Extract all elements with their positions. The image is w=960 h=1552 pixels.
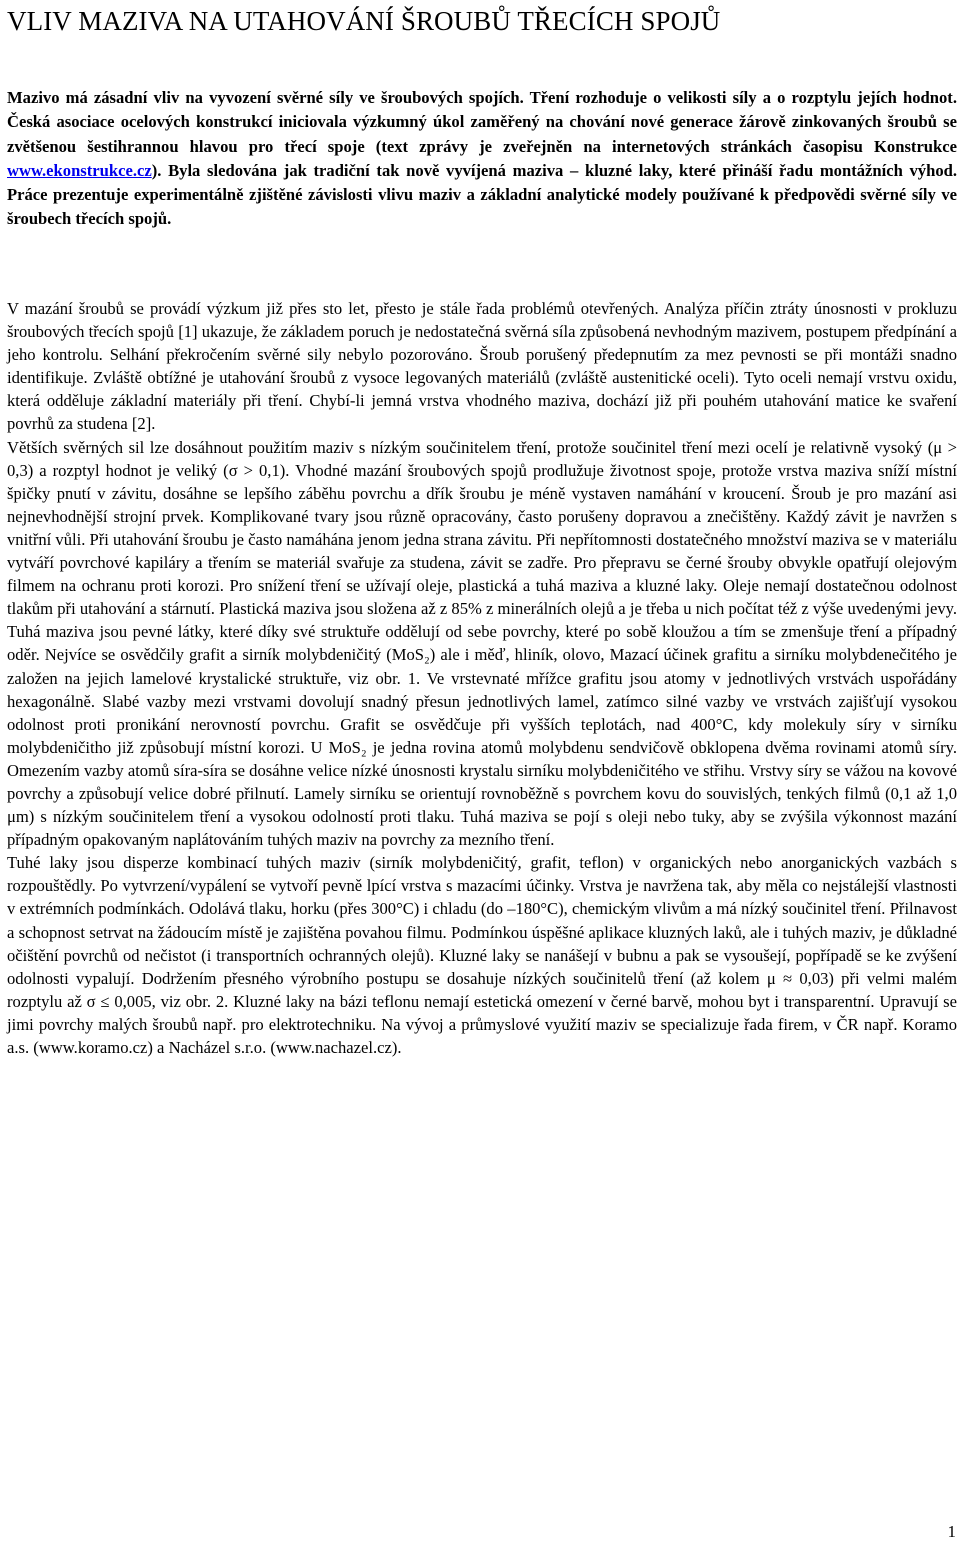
document-title: VLIV MAZIVA NA UTAHOVÁNÍ ŠROUBŮ TŘECÍCH SPOJŮ (7, 6, 721, 36)
paragraph-2: Větších svěrných sil lze dosáhnout použitím maziv s nízkým součinitelem tření, protože součinitel tření mezi ocelí je relativně vysoký (μ > 0,3) a rozptyl hodnot je veliký (σ > 0,1). Vhodné mazání šroubových spojů prodlužuje životnost spoje, protože vrstva maziva sníží místní špičky pnutí v závitu, dosáhne se lepšího záběhu povrchu a dřík šroubu je méně vystaven namáhání v kroucení. Šroub je pro mazání asi nejnevhodnější strojní prvek. Komplikované tvary jsou různě opracovány, často porušeny dopravou a znečištěny. Každý závit je navržen s vnitřní vůli. Při utahování šroubu je často namáhána jenom jedna strana závitu. Při nepřítomnosti dostatečného množství maziva se v materiálu vytváří povrchové kapiláry a třením se materiál svařuje za studena, závit se zadře. Pro přepravu se černé šrouby obvykle opatřují olejovým filmem na ochranu proti korozi. Pro snížení tření se užívají oleje, plastická a tuhá maziva a kluzné laky. Oleje nemají dostatečnou odolnost tlakům při utahování a stárnutí. Plastická maziva jsou složena až z 85% z minerálních olejů a je třeba u nich počítat též z výše uvedenými jevy. Tuhá maziva jsou pevné látky, které díky své struktuře oddělují od sebe povrchy, které po sobě kloužou a tím se zmenšuje tření a případný oděr. Nejvíce se osvědčily grafit a sirník molybdeničitý (MoS₂) ale i měď, hliník, olovo, Mazací účinek grafitu a sirníku molybdenečitého je založen na jejich lamelové krystalické struktuře, viz obr. 1. Ve vrstevnaté mřížce grafitu jsou atomy v jednotlivých vrstvách uspořádány hexagonálně. Slabé vazby mezi vrstvami dovolují snadný přesun jednotlivých lamel, zatímco silné vazby ve vrstvách zajišťují vysokou odolnost proti pronikání nerovností povrchu. Grafit se osvědčuje při vyšších teplotách, nad 400°C, kdy molekuly síry v sirníku molybdeničitho již způsobují místní korozi. U MoS₂ je jedna rovina atomů molybdenu sendvičově obklopena dvěma rovinami atomů síry. Omezením vazby atomů síra-síra se dosáhne velice nízké únosnosti krystalu sirníku molybdeničitého ve střihu. Vrstvy síry se vážou na kovové povrchy a způsobují velice dobré přilnutí. Lamely sirníku se orientují rovnoběžně s povrchem kovu do souvislých, tenkých filmů (0,1 až 1,0 μm) s nízkým součinitelem tření a vysokou odolností proti tlaku. Tuhá maziva se pojí s oleji nebo tuky, aby se zvýšila výkonnost mazání případným opakovaným naplátováním tuhých maziv na povrchy za mezního tření. (7, 437, 957, 850)
abstract-text-start: Mazivo má zásadní vliv na vyvození svěrné síly ve šroubových spojích. Tření rozhoduje o velikosti síly a o rozptylu jejích hodnot. Česká asociace ocelových konstrukcí iniciovala výzkumný úkol zaměřený na chování nové generace žárově zinkovaných šroubů se zvětšenou šestihrannou hlavou pro třecí spoje (text zprávy je zveřejněn na internetových stránkách časopisu Konstrukce (7, 88, 957, 156)
page-number: 1 (947, 1522, 956, 1541)
ekonstrukce-link[interactable]: www.ekonstrukce.cz (7, 160, 152, 180)
paragraph-1: V mazání šroubů se provádí výzkum již přes sto let, přesto je stále řada problémů otevřených. Analýza příčin ztráty únosnosti v prokluzu šroubových třecích spojů [1] ukazuje, že základem poruch je nedostatečná svěrná síla způsobená nevhodným mazivem, postupem předpínání a jeho kontrolu. Selhání překročením svěrné sily nebylo pozorováno. Šroub porušený předepnutím za mez pevnosti se při montáži snadno identifikuje. Zvláště obtížné je utahování šroubů z vysoce legovaných materiálů (zvláště austenitické oceli). Tyto oceli nemají vrstvu oxidu, která odděluje základní materiály při tření. Chybí-li jemná vrstva vhodného maziva, dochází již při pouhém utahování matice ke svaření povrhů za studena [2]. (7, 299, 957, 434)
paragraph-3: Tuhé laky jsou disperze kombinací tuhých maziv (sirník molybdeničitý, grafit, teflon) v organických nebo anorganických vazbách s rozpouštědly. Po vytvrzení/vypálení se vytvoří pevně lpící vrstva s mazacími účinky. Vrstva je navržena tak, aby měla co nejstálejší vlastnosti v extrémních podmínkách. Odolává tlaku, horku (přes 300°C) i chladu (do –180°C), chemickým vlivům a má nízký součinitel tření. Přilnavost a schopnost setrvat na žádoucím místě je zajištěna povahou filmu. Podmínkou úspěšné aplikace kluzných laků, ale i tuhých maziv, je důkladné očištění povrchů od nečistot (i transportních ochranných olejů). Kluzné laky se nanášejí v bubnu a pak se vysoušejí, popřípadě se ke zvýšení odolnosti vypalují. Dodržením přesného výrobního postupu se dosahuje nízkých součinitelů tření (až kolem μ ≈ 0,03) při velmi malém rozptylu až σ ≤ 0,005, viz obr. 2. Kluzné laky na bázi teflonu nemají estetická omezení v černé barvě, mohou byt i transparentní. Upravují se jimi povrchy malých šroubů např. pro elektrotechniku. Na vývoj a průmyslové využití maziv se specializuje řada firem, v ČR např. Koramo a.s. (www.koramo.cz) a Nacházel s.r.o. (www.nachazel.cz). (7, 853, 957, 1057)
abstract-text-end: ). Byla sledována jak tradiční tak nově vyvíjená maziva – kluzné laky, které přináší řadu montážních výhod. Práce prezentuje experimentálně zjištěné závislosti vlivu maziv a základní analytické modely používané k předpovědi svěrné síly ve šroubech třecích spojů. (7, 160, 957, 229)
body-text (7, 297, 957, 1059)
abstract (7, 86, 957, 232)
